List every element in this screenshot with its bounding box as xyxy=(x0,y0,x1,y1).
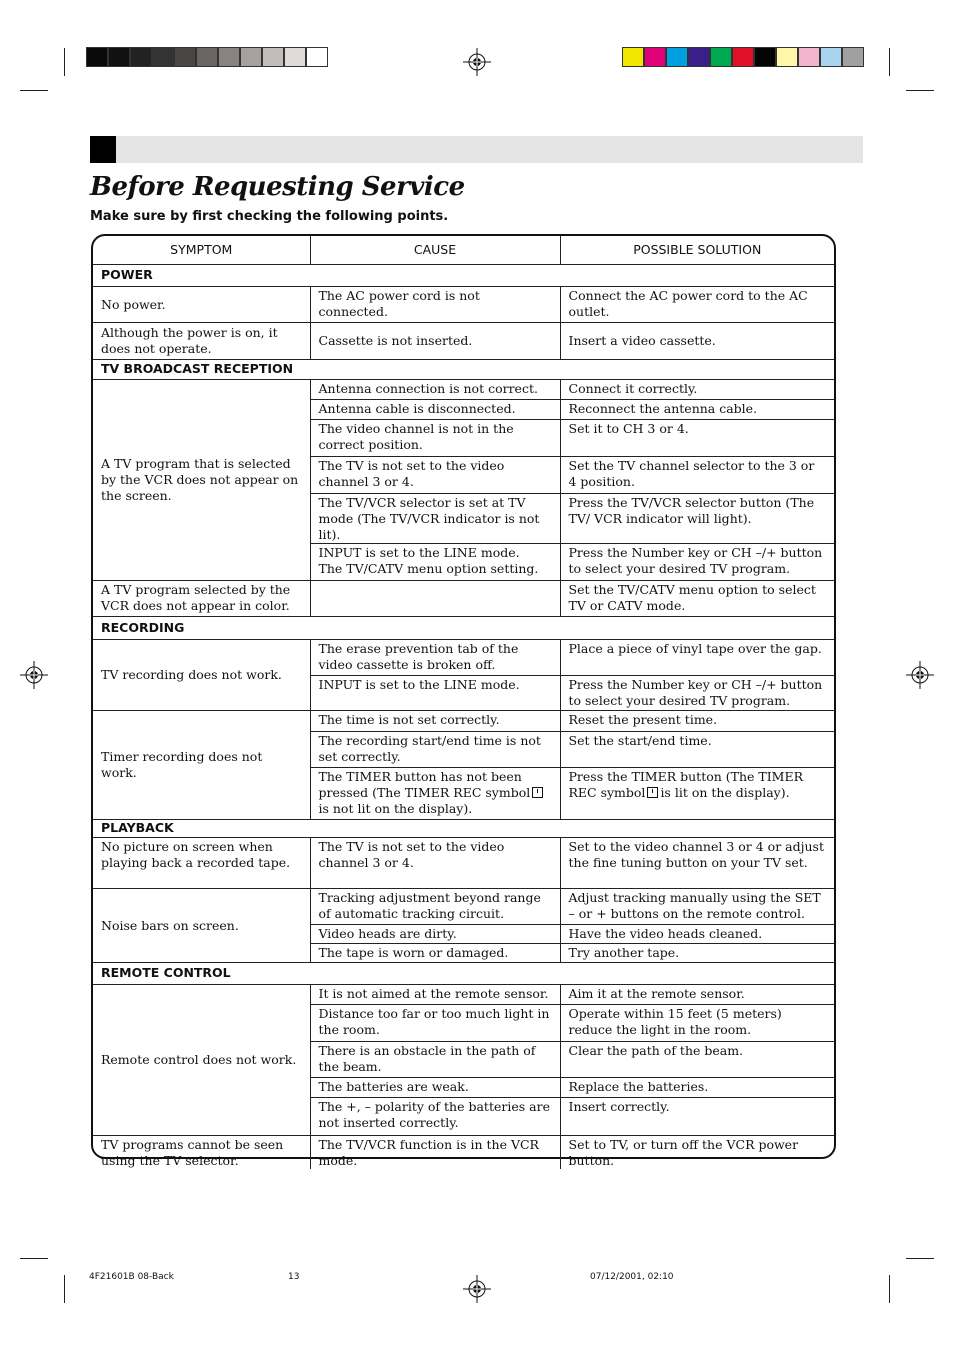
solution-cell: Set it to CH 3 or 4. xyxy=(560,419,834,456)
solution-cell: Replace the batteries. xyxy=(560,1077,834,1097)
crop-mark xyxy=(889,48,890,76)
column-header-solution: POSSIBLE SOLUTION xyxy=(560,236,834,264)
cause-cell: It is not aimed at the remote sensor. xyxy=(310,984,560,1004)
gray-swatch xyxy=(284,47,306,67)
solution-cell: Connect the AC power cord to the AC outlet. xyxy=(560,286,834,322)
cause-cell: The video channel is not in the correct position. xyxy=(310,419,560,456)
crop-mark xyxy=(906,90,934,91)
cause-cell: The TV/VCR selector is set at TV mode (The TV/VCR indicator is not lit). xyxy=(310,493,560,543)
gray-swatch xyxy=(218,47,240,67)
symptom-cell: No power. xyxy=(93,286,310,322)
color-swatch xyxy=(754,47,776,67)
gray-swatch xyxy=(196,47,218,67)
color-swatch xyxy=(820,47,842,67)
cause-cell: The TV is not set to the video channel 3 or 4. xyxy=(310,456,560,493)
crop-mark xyxy=(20,90,48,91)
cause-cell: The time is not set correctly. xyxy=(310,710,560,731)
solution-cell: Press the TV/VCR selector button (The TV/ VCR indicator will light). xyxy=(560,493,834,543)
cause-cell: Tracking adjustment beyond range of automatic tracking circuit. xyxy=(310,888,560,924)
header-block xyxy=(90,136,116,163)
gray-swatch xyxy=(108,47,130,67)
gray-swatch xyxy=(306,47,328,67)
troubleshooting-table xyxy=(91,234,836,1168)
column-header-cause: CAUSE xyxy=(310,236,560,264)
solution-cell: Place a piece of vinyl tape over the gap. xyxy=(560,639,834,675)
section-tv-broadcast: TV BROADCAST RECEPTION xyxy=(93,359,834,379)
crop-mark xyxy=(889,1275,890,1303)
color-swatch xyxy=(688,47,710,67)
column-header-symptom: SYMPTOM xyxy=(93,236,310,264)
registration-mark-icon xyxy=(906,661,934,689)
symptom-cell: Noise bars on screen. xyxy=(93,888,310,962)
cause-cell xyxy=(310,767,560,819)
footer-page-number: 13 xyxy=(288,1272,300,1282)
crop-mark xyxy=(64,1275,65,1303)
gray-swatch xyxy=(240,47,262,67)
symptom-cell: Remote control does not work. xyxy=(93,984,310,1135)
color-swatch xyxy=(622,47,644,67)
symptom-cell: A TV program selected by the VCR does not appear in color. xyxy=(93,580,310,616)
solution-cell: Reset the present time. xyxy=(560,710,834,731)
symptom-cell: No picture on screen when playing back a recorded tape. xyxy=(93,837,310,888)
solution-cell: Have the video heads cleaned. xyxy=(560,924,834,943)
gray-swatch xyxy=(130,47,152,67)
solution-cell: Set the TV/CATV menu option to select TV or CATV mode. xyxy=(560,580,834,616)
cause-cell: Antenna connection is not correct. xyxy=(310,379,560,399)
symptom-cell: TV recording does not work. xyxy=(93,639,310,710)
solution-cell: Adjust tracking manually using the SET – or + buttons on the remote control. xyxy=(560,888,834,924)
solution-cell: Set to the video channel 3 or 4 or adjust the fine tuning button on your TV set. xyxy=(560,837,834,888)
cause-cell xyxy=(310,580,560,616)
cause-cell: The TV is not set to the video channel 3 or 4. xyxy=(310,837,560,888)
solution-cell: Connect it correctly. xyxy=(560,379,834,399)
solution-cell: Set to TV, or turn off the VCR power button. xyxy=(560,1135,834,1169)
color-swatch xyxy=(842,47,864,67)
footer-date: 07/12/2001, 02:10 xyxy=(590,1272,674,1282)
cause-cell: Cassette is not inserted. xyxy=(310,322,560,359)
color-swatch xyxy=(732,47,754,67)
gray-swatch xyxy=(174,47,196,67)
symptom-cell: Timer recording does not work. xyxy=(93,710,310,819)
cause-cell: The tape is worn or damaged. xyxy=(310,943,560,962)
timer-rec-symbol-icon xyxy=(532,787,543,798)
crop-mark xyxy=(20,1258,48,1259)
crop-mark xyxy=(906,1258,934,1259)
symptom-cell: A TV program that is selected by the VCR does not appear on the screen. xyxy=(93,379,310,580)
solution-cell: Try another tape. xyxy=(560,943,834,962)
cause-cell: The TV/VCR function is in the VCR mode. xyxy=(310,1135,560,1169)
timer-rec-symbol-icon xyxy=(647,787,658,798)
solution-cell: Aim it at the remote sensor. xyxy=(560,984,834,1004)
solution-cell: Insert a video cassette. xyxy=(560,322,834,359)
section-recording: RECORDING xyxy=(93,616,834,639)
cause-cell: The recording start/end time is not set correctly. xyxy=(310,731,560,767)
page-title: Before Requesting Service xyxy=(90,172,465,202)
solution-cell xyxy=(560,767,834,819)
cause-cell: Antenna cable is disconnected. xyxy=(310,399,560,419)
symptom-cell: TV programs cannot be seen using the TV selector. xyxy=(93,1135,310,1169)
solution-cell: Reconnect the antenna cable. xyxy=(560,399,834,419)
cause-text: The TIMER button has not been pressed (The TIMER REC symbol xyxy=(318,768,531,800)
gray-swatch xyxy=(262,47,284,67)
registration-mark-icon xyxy=(20,661,48,689)
cause-cell: The erase prevention tab of the video cassette is broken off. xyxy=(310,639,560,675)
cause-cell: The AC power cord is not connected. xyxy=(310,286,560,322)
page-subtitle: Make sure by first checking the following points. xyxy=(90,209,449,224)
solution-cell: Clear the path of the beam. xyxy=(560,1041,834,1077)
solution-cell: Set the TV channel selector to the 3 or 4 position. xyxy=(560,456,834,493)
solution-cell: Operate within 15 feet (5 meters) reduce the light in the room. xyxy=(560,1004,834,1041)
color-swatch xyxy=(710,47,732,67)
solution-cell: Press the Number key or CH –/+ button to select your desired TV program. xyxy=(560,675,834,710)
footer-file-name: 4F21601B 08-Back xyxy=(89,1272,174,1282)
gray-scale-bar xyxy=(86,47,328,67)
color-bar xyxy=(622,47,864,67)
header-bar xyxy=(90,136,863,163)
cause-cell: Distance too far or too much light in the room. xyxy=(310,1004,560,1041)
gray-swatch xyxy=(152,47,174,67)
registration-mark-icon xyxy=(463,48,491,76)
solution-text: is lit on the display). xyxy=(660,784,790,800)
cause-line: The TV/CATV menu option setting. xyxy=(318,560,539,576)
section-power: POWER xyxy=(93,264,834,286)
solution-text: Press the TIMER button (The TIMER REC symbol xyxy=(568,768,804,800)
section-playback: PLAYBACK xyxy=(93,819,834,837)
cause-cell xyxy=(310,543,560,580)
color-swatch xyxy=(666,47,688,67)
section-remote-control: REMOTE CONTROL xyxy=(93,962,834,984)
cause-text: is not lit on the display). xyxy=(318,800,473,816)
solution-cell: Press the Number key or CH –/+ button to select your desired TV program. xyxy=(560,543,834,580)
cause-cell: Video heads are dirty. xyxy=(310,924,560,943)
symptom-cell: Although the power is on, it does not operate. xyxy=(93,322,310,359)
registration-mark-icon xyxy=(463,1275,491,1303)
crop-mark xyxy=(64,48,65,76)
color-swatch xyxy=(644,47,666,67)
cause-cell: The +, – polarity of the batteries are not inserted correctly. xyxy=(310,1097,560,1135)
cause-cell: INPUT is set to the LINE mode. xyxy=(310,675,560,710)
solution-cell: Insert correctly. xyxy=(560,1097,834,1135)
cause-cell: There is an obstacle in the path of the beam. xyxy=(310,1041,560,1077)
color-swatch xyxy=(776,47,798,67)
solution-cell: Set the start/end time. xyxy=(560,731,834,767)
gray-swatch xyxy=(86,47,108,67)
color-swatch xyxy=(798,47,820,67)
cause-line: INPUT is set to the LINE mode. xyxy=(318,544,520,560)
cause-cell: The batteries are weak. xyxy=(310,1077,560,1097)
